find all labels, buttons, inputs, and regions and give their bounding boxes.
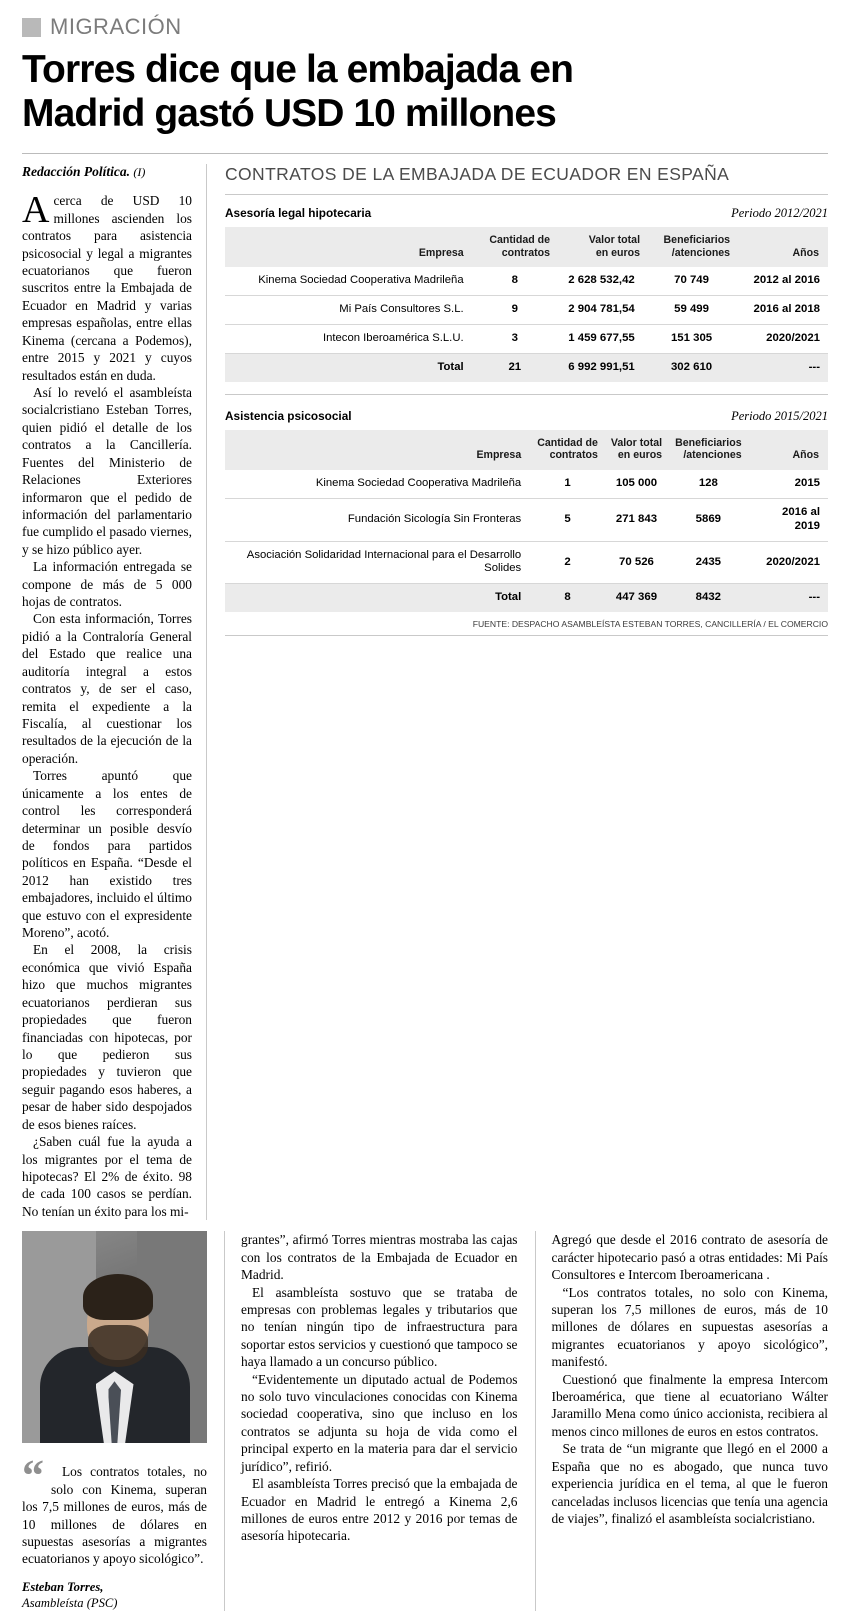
paragraph: En el 2008, la crisis económica que vivió España hizo que muchos migrantes ecuatorianos perdieran sus propiedades que fueron financiadas con hipotecas, por lo que pedieron sus propiedades y tuvieron que seguir pagando esos haberes, a pesar de haber sido despojados de esos bienes raíces. — [22, 942, 192, 1132]
column-header-beneficiarios — [671, 430, 751, 470]
paragraph: grantes”, afirmó Torres mientras mostraba las cajas con los contratos de la Embajada de Ecuador en Madrid. — [241, 1232, 518, 1283]
pull-quote-role: Asambleísta (PSC) — [22, 1595, 118, 1610]
cell-beneficiarios: 151 305 — [649, 325, 739, 354]
cell-empresa: Mi País Consultores S.L. — [225, 296, 476, 325]
cell-empresa: Total — [225, 584, 533, 612]
cell-anios: 2015 — [751, 470, 828, 498]
column-header-valor — [607, 430, 671, 470]
paragraph — [22, 189, 192, 384]
lead-text — [22, 189, 192, 1220]
kicker-square-icon — [22, 18, 41, 37]
page-title — [22, 48, 828, 135]
cell-empresa: Kinema Sociedad Cooperativa Madrileña — [225, 470, 533, 498]
column-header-line-2: /atenciones — [683, 449, 742, 462]
table-legal-subhead — [225, 206, 828, 221]
cell-anios: --- — [739, 354, 828, 382]
column-three — [535, 1231, 829, 1611]
column-header-empresa — [225, 430, 533, 470]
tables-title: CONTRATOS DE LA EMBAJADA DE ECUADOR EN ESPAÑA — [225, 164, 828, 195]
photo-beard — [88, 1325, 148, 1367]
cell-anios: 2020/2021 — [751, 541, 828, 584]
cell-valor: 105 000 — [607, 470, 671, 498]
table-psicosocial-subtitle: Asistencia psicosocial — [225, 408, 352, 423]
cell-anios: 2016 al 2018 — [739, 296, 828, 325]
table-asesoria-legal — [225, 227, 828, 382]
paragraph: Se trata de “un migrante que llegó en el 2000 a España que no es abogado, que nunca tuvo experiencia jurídica en el tema, al que le fueron canceladas inclusos licencias que tenía una agencia de viajes”, finalizó el asambleísta socialcristiano. — [551, 1441, 828, 1526]
lead-column — [22, 164, 207, 1220]
portrait-photo — [22, 1231, 207, 1443]
paragraph: El asambleísta Torres precisó que la embajada de Ecuador en Madrid le entregó a Kinema 2,6 millones de euros entre 2012 y 2016 por temas de asesoría hipotecaria. — [241, 1476, 518, 1544]
column-one — [22, 1231, 207, 1611]
cell-anios: 2012 al 2016 — [739, 267, 828, 295]
pull-quote-attribution — [22, 1580, 207, 1611]
headline-divider — [22, 153, 828, 154]
table-total-row — [225, 354, 828, 382]
paragraph: ¿Saben cuál fue la ayuda a los migrantes por el tema de hipotecas? El 2% de éxito. 98 de cada 100 casos se perdían. No tenían un éxito para los mi- — [22, 1134, 192, 1219]
cell-valor: 6 992 991,51 — [559, 354, 649, 382]
cell-beneficiarios: 59 499 — [649, 296, 739, 325]
cell-beneficiarios: 8432 — [671, 584, 751, 612]
table-header-row — [225, 227, 828, 267]
column-header-empresa — [225, 227, 476, 267]
column-header-cantidad — [476, 227, 559, 267]
tables-divider — [225, 394, 828, 395]
paragraph: “Evidentemente un diputado actual de Podemos no solo tuvo vinculaciones conocidas con Kinema sociedad cooperativa, sino que incluso en los contratos se adjunta su hoja de vida como el principal experto en la materia para dar el servicio jurídico”, refirió. — [241, 1371, 518, 1474]
column-header-beneficiarios — [649, 227, 739, 267]
column-header-line-1: Beneficiarios — [663, 234, 731, 247]
table-row — [225, 498, 828, 541]
column-header-line-1: Cantidad de — [489, 234, 550, 247]
cell-empresa: Kinema Sociedad Cooperativa Madrileña — [225, 267, 476, 295]
column-header-line-2: Empresa — [476, 449, 522, 462]
cell-cantidad: 8 — [533, 584, 607, 612]
cell-valor: 70 526 — [607, 541, 671, 584]
table-legal-subtitle: Asesoría legal hipotecaria — [225, 206, 372, 221]
column-header-line-2: contratos — [549, 449, 598, 462]
column-header-line-2: contratos — [501, 246, 550, 259]
column-header-line-1: Valor total — [610, 436, 663, 449]
column-header-line-2: Empresa — [418, 246, 464, 259]
paragraph: Agregó que desde el 2016 contrato de asesoría de carácter hipotecario pasó a otras entidades: Mi País Consultores e Intercom Iberoamericana . — [551, 1232, 828, 1283]
table-row — [225, 296, 828, 325]
paragraph: El asambleísta sostuvo que se trataba de empresas con problemas legales y tributarios que no tenían ningún tipo de infraestructura para soportar estos servicios y cuestionó que tampoco se haya llamado a un concurso público. — [241, 1284, 518, 1370]
headline-line-1: Torres dice que la embajada en — [22, 48, 573, 91]
cell-beneficiarios: 5869 — [671, 498, 751, 541]
cell-valor: 1 459 677,55 — [559, 325, 649, 354]
paragraph: Con esta información, Torres pidió a la Contraloría General del Estado que realice una auditoría integral a estos contratos y, de ser el caso, remita el expediente a la Fiscalía, al cuestionar los resultados de la ejecución de la operación. — [22, 611, 192, 766]
tables-section — [225, 164, 828, 1220]
pull-quote-text: Los contratos totales, no solo con Kinema, superan los 7,5 millones de euros, más de 10 millones de dólares en supuestas asesorías a migrantes ecuatorianos y apoyo sicológico”. — [22, 1464, 207, 1567]
section-kicker — [22, 14, 828, 40]
pull-quote-name: Esteban Torres, — [22, 1579, 104, 1594]
cell-beneficiarios: 70 749 — [649, 267, 739, 295]
table-row — [225, 267, 828, 295]
cell-cantidad: 2 — [533, 541, 607, 584]
cell-cantidad: 21 — [476, 354, 559, 382]
cell-empresa: Asociación Solidaridad Internacional para el Desarrollo Solides — [225, 541, 533, 584]
cell-beneficiarios: 128 — [671, 470, 751, 498]
column-header-line-1: Beneficiarios — [675, 436, 742, 449]
cell-cantidad: 5 — [533, 498, 607, 541]
cell-cantidad: 3 — [476, 325, 559, 354]
cell-cantidad: 8 — [476, 267, 559, 295]
column-two — [224, 1231, 518, 1611]
column-header-line-1: Cantidad de — [537, 436, 598, 449]
cell-valor: 2 628 532,42 — [559, 267, 649, 295]
byline-tag: (I) — [133, 165, 146, 180]
cell-anios: --- — [751, 584, 828, 612]
column-header-line-2: Años — [792, 449, 819, 462]
column-header-valor — [559, 227, 649, 267]
table-psicosocial-period: Periodo 2015/2021 — [731, 408, 828, 423]
column-header-line-2: en euros — [595, 246, 641, 259]
cell-cantidad: 1 — [533, 470, 607, 498]
upper-section — [22, 164, 828, 1220]
cell-empresa: Total — [225, 354, 476, 382]
column-header-cantidad — [533, 430, 607, 470]
column-header-anios — [739, 227, 828, 267]
cell-anios: 2016 al 2019 — [751, 498, 828, 541]
cell-valor: 2 904 781,54 — [559, 296, 649, 325]
lower-section — [22, 1231, 828, 1611]
cell-empresa: Intecon Iberoamérica S.L.U. — [225, 325, 476, 354]
cell-valor: 271 843 — [607, 498, 671, 541]
tables-source: FUENTE: DESPACHO ASAMBLEÍSTA ESTEBAN TORRES, CANCILLERÍA / EL COMERCIO — [225, 619, 828, 636]
table-asistencia-psicosocial — [225, 430, 828, 612]
byline — [22, 164, 192, 180]
table-psicosocial-subhead — [225, 409, 828, 424]
table-header-row — [225, 430, 828, 470]
table-row — [225, 325, 828, 354]
paragraph: “Los contratos totales, no solo con Kinema, superan los 7,5 millones de euros, más de 10 millones de dólares en supuestas asesorías a migrantes ecuatorianos y apoyo sicológico”, manifestó. — [551, 1284, 828, 1370]
column-header-line-2: en euros — [617, 449, 663, 462]
column-header-anios — [751, 430, 828, 470]
cell-valor: 447 369 — [607, 584, 671, 612]
paragraph: Cuestionó que finalmente la empresa Intercom Iberoamérica, que tiene al ecuatoriano Wálter Jaramillo Mena como único accionista, recibiera al menos cinco millones de euros en estos contratos. — [551, 1371, 828, 1439]
cell-anios: 2020/2021 — [739, 325, 828, 354]
kicker-label: MIGRACIÓN — [50, 14, 182, 39]
column-header-line-2: /atenciones — [671, 246, 731, 259]
cell-beneficiarios: 302 610 — [649, 354, 739, 382]
headline-line-2: Madrid gastó USD 10 millones — [22, 91, 556, 135]
cell-beneficiarios: 2435 — [671, 541, 751, 584]
table-legal-period: Periodo 2012/2021 — [731, 206, 828, 221]
cell-cantidad: 9 — [476, 296, 559, 325]
cell-empresa: Fundación Sicología Sin Fronteras — [225, 498, 533, 541]
table-row — [225, 541, 828, 584]
paragraph-text: cerca de USD 10 millones ascienden los contratos para asistencia psicosocial y legal a migrantes ecuatorianos que fueron suscritos entre la Embajada de Ecuador en Madrid y varias empresas españolas, entre ellas Kinema (cercana a Podemos), entre 2015 y 2021 y cuyos resultados están en duda. — [22, 193, 192, 383]
paragraph: Torres apuntó que únicamente a los entes de control les corresponderá determinar un posible desvío de fondos para partidos políticos en España. “Desde el 2012 han existido tres embajadores, incluido el último que estuvo con el expresidente Moreno”, acotó. — [22, 768, 192, 941]
table-row — [225, 470, 828, 498]
paragraph: Así lo reveló el asambleísta socialcristiano Esteban Torres, quien pidió el detalle de los contratos a la Cancillería. Fuentes del Ministerio de Relaciones Exteriores informaron que el pedido de información del parlamentario fue cumplido el pasado viernes, y se hizo público ayer. — [22, 384, 192, 557]
column-header-line-2: Años — [792, 246, 819, 259]
byline-author: Redacción Política. — [22, 164, 130, 180]
paragraph: La información entregada se compone de más de 5 000 hojas de contratos. — [22, 559, 192, 610]
column-header-line-1: Valor total — [588, 234, 641, 247]
photo-hair — [83, 1274, 153, 1320]
table-total-row — [225, 584, 828, 612]
drop-cap: A — [22, 189, 50, 232]
pull-quote — [22, 1453, 207, 1611]
quote-mark-icon: “ — [22, 1451, 44, 1501]
